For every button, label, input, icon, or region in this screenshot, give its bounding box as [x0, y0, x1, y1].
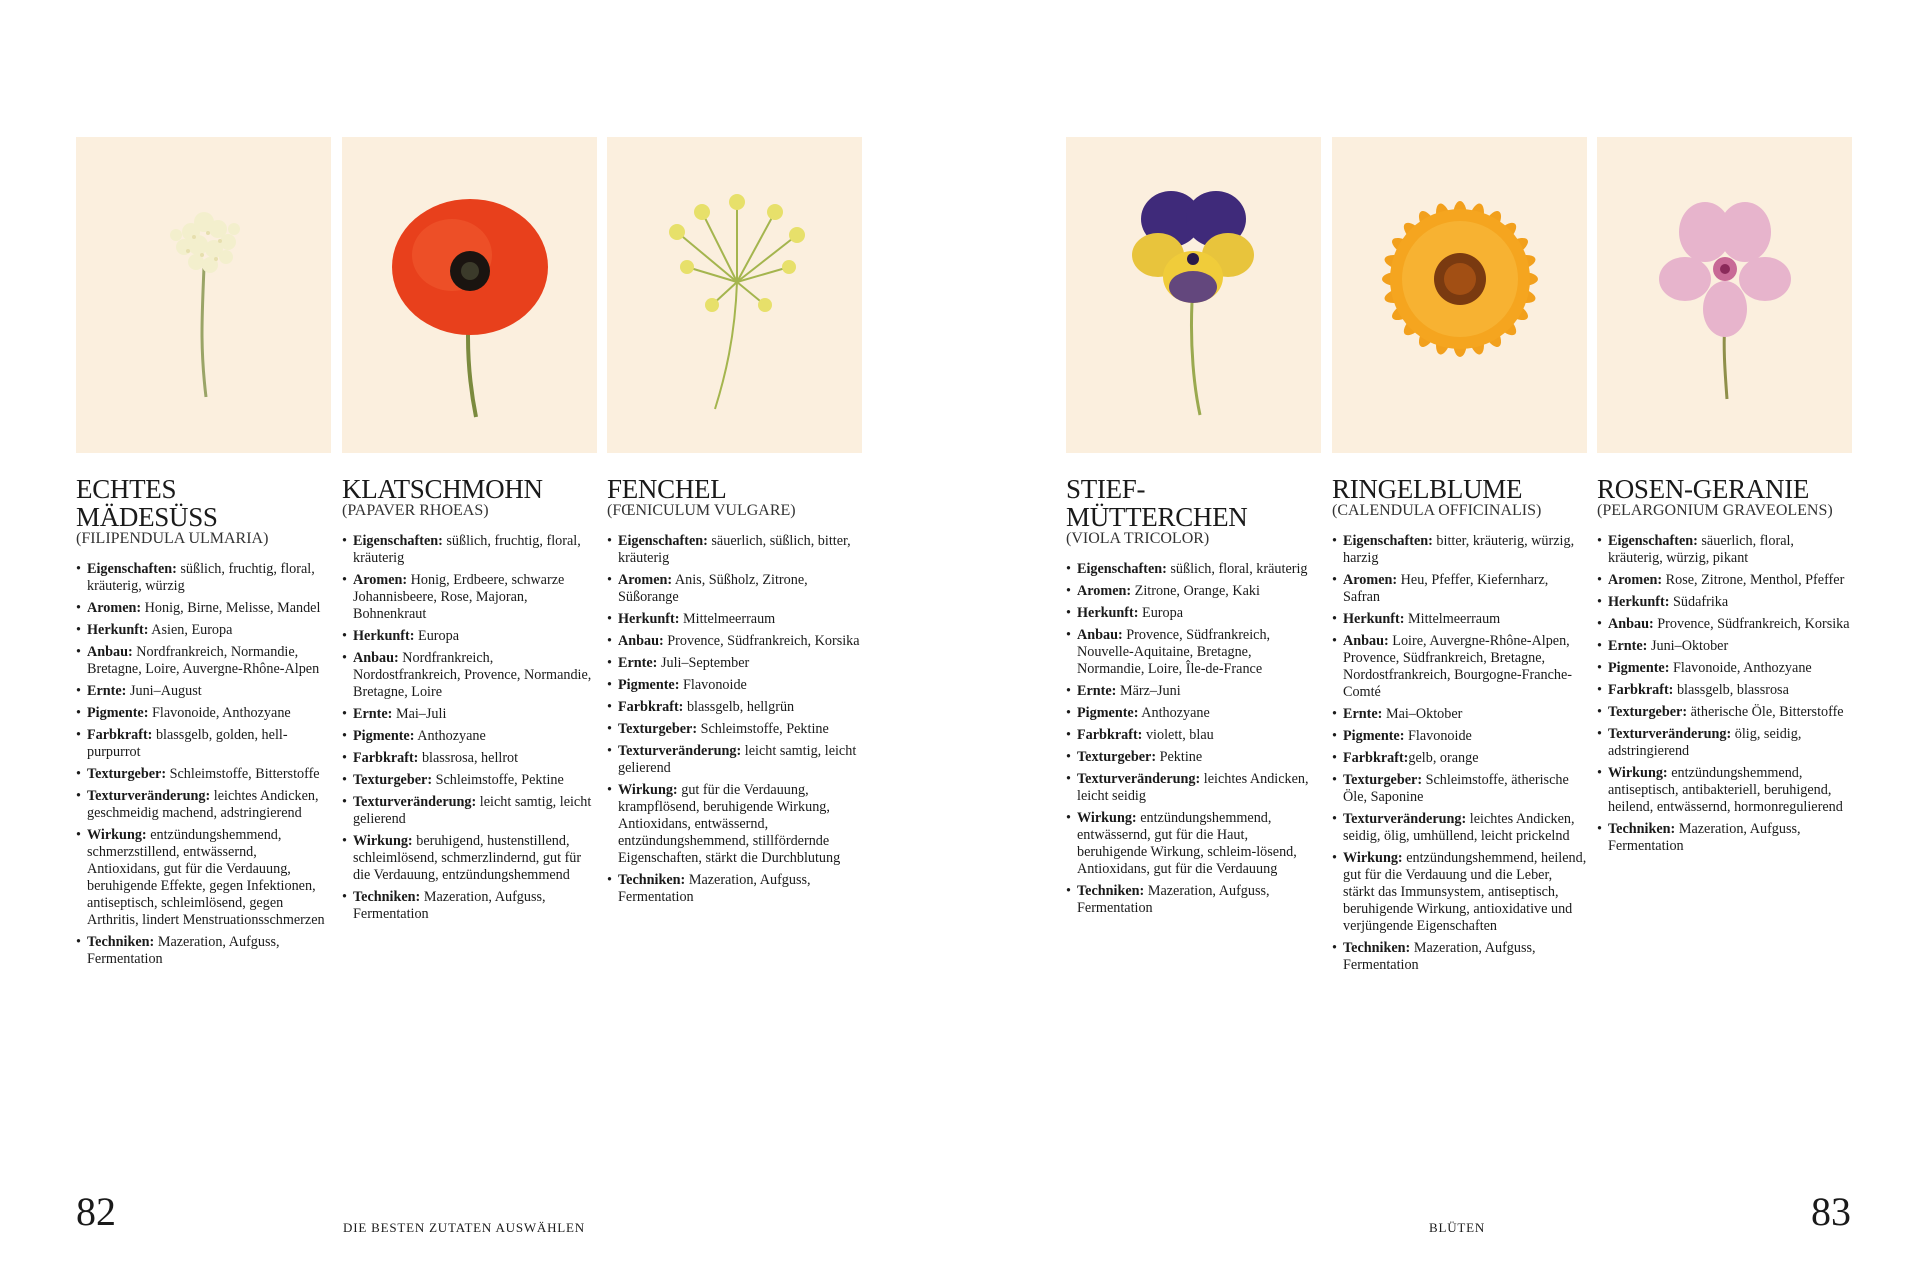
- property-item: [1332, 940, 1587, 974]
- property-key: Techniken:: [1077, 883, 1145, 899]
- property-key: Techniken:: [1608, 821, 1676, 837]
- property-key: Anbau:: [353, 650, 399, 666]
- plant-plate: [607, 137, 862, 453]
- property-value: Mazeration, Aufguss, Fermentation: [1343, 940, 1536, 973]
- property-item: [1332, 750, 1587, 767]
- property-value: süßlich, fruchtig, floral, kräuterig, würzig: [87, 561, 315, 594]
- property-key: Texturveränderung:: [618, 743, 742, 759]
- property-key: Techniken:: [87, 934, 155, 950]
- property-item: [607, 655, 862, 672]
- plant-name: STIEF- MÜTTERCHEN: [1066, 474, 1248, 532]
- plant-latin-name: (VIOLA TRICOLOR): [1066, 530, 1210, 547]
- property-value: Provence, Südfrankreich, Korsika: [663, 633, 860, 649]
- property-item: [607, 699, 862, 716]
- property-key: Farbkraft:: [618, 699, 684, 715]
- property-value: beruhigend, hustenstillend, schleimlösend, schmerzlindernd, gut für die Verdauung, entzündungshemmend: [353, 833, 582, 883]
- fennel-flower-icon: [607, 137, 862, 453]
- property-item: [76, 727, 331, 761]
- plant-plate: [342, 137, 597, 453]
- property-key: Anbau:: [1608, 616, 1654, 632]
- property-value: Flavonoide, Anthozyane: [148, 705, 291, 721]
- property-item: [342, 772, 597, 789]
- poppy-flower-icon: [342, 137, 597, 453]
- running-head-right: BLÜTEN: [1429, 1220, 1486, 1235]
- plant-plate: [1332, 137, 1587, 453]
- property-value: leicht samtig, leicht gelierend: [618, 743, 857, 776]
- property-item: [1332, 850, 1587, 935]
- property-key: Texturveränderung:: [1608, 726, 1732, 742]
- property-item: [1597, 572, 1852, 589]
- property-value: süßlich, floral, kräuterig: [1166, 561, 1308, 577]
- page-number-right: 83: [1811, 1189, 1851, 1234]
- plant-name: KLATSCHMOHN: [342, 474, 543, 504]
- property-item: [1066, 583, 1321, 600]
- property-item: [607, 677, 862, 694]
- property-item: [1597, 533, 1852, 567]
- property-item: [1332, 611, 1587, 628]
- property-key: Pigmente:: [353, 728, 415, 744]
- property-item: [1066, 810, 1321, 878]
- property-key: Herkunft:: [1343, 611, 1405, 627]
- property-key: Aromen:: [1608, 572, 1663, 588]
- property-key: Wirkung:: [1077, 810, 1137, 826]
- property-item: [607, 611, 862, 628]
- property-value: leicht samtig, leicht gelierend: [353, 794, 592, 827]
- property-value: Flavonoide: [1404, 728, 1472, 744]
- property-item: [607, 872, 862, 906]
- property-item: [1066, 749, 1321, 766]
- property-value: Schleimstoffe, ätherische Öle, Saponine: [1343, 772, 1569, 805]
- property-item: [1597, 682, 1852, 699]
- pansy-flower-icon: [1066, 137, 1321, 453]
- property-item: [1597, 704, 1852, 721]
- property-key: Pigmente:: [1343, 728, 1405, 744]
- property-value: Juni–Oktober: [1647, 638, 1729, 654]
- property-item: [1597, 594, 1852, 611]
- property-list: [1597, 533, 1852, 855]
- property-value: Juni–August: [126, 683, 202, 699]
- property-item: [1332, 811, 1587, 845]
- property-key: Farbkraft:: [353, 750, 419, 766]
- property-value: blassgelb, golden, hell-purpurrot: [87, 727, 288, 760]
- property-list: [607, 533, 862, 906]
- property-key: Aromen:: [353, 572, 408, 588]
- property-value: Heu, Pfeffer, Kiefernharz, Safran: [1343, 572, 1549, 605]
- property-key: Farbkraft:: [1077, 727, 1143, 743]
- property-item: [1066, 683, 1321, 700]
- plant-plate: [1597, 137, 1852, 453]
- property-value: Pektine: [1156, 749, 1203, 765]
- property-key: Anbau:: [87, 644, 133, 660]
- property-value: violett, blau: [1142, 727, 1214, 743]
- property-value: März–Juni: [1116, 683, 1181, 699]
- property-item: [1066, 883, 1321, 917]
- property-key: Wirkung:: [618, 782, 678, 798]
- property-value: Anthozyane: [414, 728, 486, 744]
- property-value: Mazeration, Aufguss, Fermentation: [1077, 883, 1270, 916]
- property-item: [1066, 561, 1321, 578]
- property-key: Herkunft:: [1077, 605, 1139, 621]
- property-value: Provence, Südfrankreich, Nouvelle-Aquitaine, Bretagne, Normandie, Loire, Île-de-France: [1077, 627, 1271, 677]
- property-key: Farbkraft:: [1608, 682, 1674, 698]
- plant-plate: [1066, 137, 1321, 453]
- property-item: [1066, 727, 1321, 744]
- rose-geranium-flower-icon: [1597, 137, 1852, 453]
- property-item: [1597, 821, 1852, 855]
- property-item: [342, 728, 597, 745]
- property-key: Texturgeber:: [1343, 772, 1423, 788]
- property-key: Techniken:: [353, 889, 421, 905]
- property-key: Eigenschaften:: [1608, 533, 1698, 549]
- property-value: Anthozyane: [1138, 705, 1210, 721]
- property-item: [1332, 706, 1587, 723]
- property-item: [342, 889, 597, 923]
- property-value: Honig, Erdbeere, schwarze Johannisbeere, Rose, Majoran, Bohnenkraut: [353, 572, 565, 622]
- property-value: Honig, Birne, Melisse, Mandel: [141, 600, 321, 616]
- property-value: gut für die Verdauung, krampflösend, beruhigende Wirkung, Antioxidans, entwässernd, entzündungshemmend, stillfördernde Eigenschaften, stärkt die Durchblutung: [618, 782, 841, 866]
- property-key: Herkunft:: [618, 611, 680, 627]
- property-item: [342, 572, 597, 623]
- property-item: [607, 533, 862, 567]
- property-item: [1066, 705, 1321, 722]
- property-value: säuerlich, floral, kräuterig, würzig, pikant: [1608, 533, 1794, 566]
- property-key: Texturveränderung:: [1343, 811, 1467, 827]
- property-key: Texturgeber:: [353, 772, 433, 788]
- property-value: Südafrika: [1669, 594, 1729, 610]
- running-head-left: DIE BESTEN ZUTATEN AUSWÄHLEN: [343, 1220, 585, 1235]
- property-item: [1066, 605, 1321, 622]
- property-key: Pigmente:: [87, 705, 149, 721]
- plant-name: ROSEN-GERANIE: [1597, 474, 1810, 504]
- property-key: Eigenschaften:: [1077, 561, 1167, 577]
- property-key: Wirkung:: [1343, 850, 1403, 866]
- property-item: [1597, 765, 1852, 816]
- property-value: Mai–Juli: [392, 706, 447, 722]
- property-key: Ernte:: [87, 683, 127, 699]
- property-value: ölig, seidig, adstringierend: [1608, 726, 1802, 759]
- property-value: bitter, kräuterig, würzig, harzig: [1343, 533, 1575, 566]
- property-item: [1332, 772, 1587, 806]
- property-key: Techniken:: [1343, 940, 1411, 956]
- property-value: entzündungshemmend, schmerzstillend, entwässernd, Antioxidans, gut für die Verdauung, beruhigende Effekte, gegen Infektionen, antiseptisch, schleimlösend, gegen Arthritis, lindert Menstruationsschmerzen: [87, 827, 325, 928]
- property-value: Juli–September: [657, 655, 750, 671]
- property-item: [76, 644, 331, 678]
- property-value: Nordfrankreich, Nordostfrankreich, Provence, Normandie, Bretagne, Loire: [353, 650, 592, 700]
- property-value: säuerlich, süßlich, bitter, kräuterig: [618, 533, 851, 566]
- plant-name: RINGELBLUME: [1332, 474, 1523, 504]
- property-key: Eigenschaften:: [353, 533, 443, 549]
- property-key: Texturgeber:: [1077, 749, 1157, 765]
- plant-card-pansy: [1066, 137, 1321, 922]
- property-item: [76, 600, 331, 617]
- property-item: [76, 934, 331, 968]
- property-item: [607, 633, 862, 650]
- property-value: Provence, Südfrankreich, Korsika: [1653, 616, 1850, 632]
- property-value: leichtes Andicken, geschmeidig machend, adstringierend: [87, 788, 319, 821]
- plant-card-fennel: [607, 137, 862, 911]
- property-key: Eigenschaften:: [87, 561, 177, 577]
- plant-latin-name: (PAPAVER RHOEAS): [342, 502, 489, 519]
- page-number-left: 82: [76, 1189, 116, 1234]
- property-key: Herkunft:: [353, 628, 415, 644]
- property-value: Asien, Europa: [148, 622, 233, 638]
- property-value: blassgelb, hellgrün: [683, 699, 795, 715]
- property-value: entzündungshemmend, antiseptisch, antibakteriell, beruhigend, heilend, entwässernd, hormonregulierend: [1608, 765, 1843, 815]
- plant-latin-name: (FILIPENDULA ULMARIA): [76, 530, 269, 547]
- property-key: Anbau:: [1343, 633, 1389, 649]
- plant-latin-name: (FŒNICULUM VULGARE): [607, 502, 796, 519]
- property-key: Pigmente:: [618, 677, 680, 693]
- property-item: [342, 533, 597, 567]
- property-key: Pigmente:: [1077, 705, 1139, 721]
- property-value: Zitrone, Orange, Kaki: [1131, 583, 1260, 599]
- plant-name: ECHTES MÄDESÜSS: [76, 474, 218, 532]
- property-item: [1597, 638, 1852, 655]
- property-value: Europa: [1138, 605, 1184, 621]
- property-item: [342, 706, 597, 723]
- plant-card-marigold: [1332, 137, 1587, 979]
- property-value: Nordfrankreich, Normandie, Bretagne, Loire, Auvergne-Rhône-Alpen: [87, 644, 320, 677]
- plant-name: FENCHEL: [607, 474, 727, 504]
- property-item: [607, 721, 862, 738]
- property-key: Farbkraft:: [87, 727, 153, 743]
- property-key: Techniken:: [618, 872, 686, 888]
- property-item: [342, 794, 597, 828]
- property-key: Farbkraft:: [1343, 750, 1409, 766]
- property-key: Aromen:: [618, 572, 673, 588]
- property-value: ätherische Öle, Bitterstoffe: [1687, 704, 1844, 720]
- property-key: Eigenschaften:: [1343, 533, 1433, 549]
- property-key: Anbau:: [1077, 627, 1123, 643]
- property-value: blassrosa, hellrot: [418, 750, 519, 766]
- property-key: Herkunft:: [87, 622, 149, 638]
- property-item: [342, 650, 597, 701]
- property-key: Eigenschaften:: [618, 533, 708, 549]
- property-item: [76, 827, 331, 929]
- property-key: Texturgeber:: [1608, 704, 1688, 720]
- property-key: Wirkung:: [353, 833, 413, 849]
- property-value: Mazeration, Aufguss, Fermentation: [87, 934, 280, 967]
- property-value: Europa: [414, 628, 460, 644]
- property-value: Schleimstoffe, Pektine: [697, 721, 829, 737]
- meadowsweet-flower-icon: [76, 137, 331, 453]
- property-key: Aromen:: [1343, 572, 1398, 588]
- property-value: Mazeration, Aufguss, Fermentation: [618, 872, 811, 905]
- property-item: [607, 572, 862, 606]
- property-value: Schleimstoffe, Pektine: [432, 772, 564, 788]
- property-value: Rose, Zitrone, Menthol, Pfeffer: [1662, 572, 1845, 588]
- property-value: Schleimstoffe, Bitterstoffe: [166, 766, 320, 782]
- property-key: Ernte:: [353, 706, 393, 722]
- property-value: entzündungshemmend, entwässernd, gut für die Haut, beruhigende Wirkung, schleim-lösend, Antioxidans, gut für die Verdauung: [1077, 810, 1297, 877]
- property-item: [1597, 660, 1852, 677]
- property-value: gelb, orange: [1408, 750, 1479, 766]
- property-value: Mai–Oktober: [1382, 706, 1463, 722]
- property-key: Anbau:: [618, 633, 664, 649]
- property-list: [342, 533, 597, 923]
- plant-card-meadowsweet: [76, 137, 331, 973]
- property-item: [1597, 726, 1852, 760]
- property-value: süßlich, fruchtig, floral, kräuterig: [353, 533, 581, 566]
- property-value: Mittelmeerraum: [679, 611, 776, 627]
- property-key: Ernte:: [1608, 638, 1648, 654]
- property-key: Ernte:: [1343, 706, 1383, 722]
- property-item: [76, 705, 331, 722]
- property-item: [76, 766, 331, 783]
- property-key: Wirkung:: [87, 827, 147, 843]
- property-key: Texturveränderung:: [353, 794, 477, 810]
- property-key: Aromen:: [87, 600, 142, 616]
- property-item: [342, 628, 597, 645]
- property-key: Wirkung:: [1608, 765, 1668, 781]
- property-value: entzündungshemmend, heilend, gut für die Verdauung und die Leber, stärkt das Immunsystem, antiseptisch, beruhigende Wirkung, antioxidative und verjüngende Eigenschaften: [1343, 850, 1587, 934]
- property-value: leichtes Andicken, leicht seidig: [1077, 771, 1309, 804]
- property-item: [76, 683, 331, 700]
- property-list: [1332, 533, 1587, 974]
- property-key: Aromen:: [1077, 583, 1132, 599]
- property-list: [76, 561, 331, 968]
- property-key: Pigmente:: [1608, 660, 1670, 676]
- property-item: [1332, 533, 1587, 567]
- property-item: [76, 788, 331, 822]
- property-value: blassgelb, blassrosa: [1673, 682, 1789, 698]
- property-key: Ernte:: [618, 655, 658, 671]
- property-key: Texturgeber:: [618, 721, 698, 737]
- plant-card-poppy: [342, 137, 597, 928]
- property-value: Loire, Auvergne-Rhône-Alpen, Provence, Südfrankreich, Bretagne, Nordostfrankreich, Bourgogne-Franche-Comté: [1343, 633, 1573, 700]
- property-key: Texturveränderung:: [87, 788, 211, 804]
- property-value: Mazeration, Aufguss, Fermentation: [1608, 821, 1801, 854]
- property-item: [1332, 633, 1587, 701]
- property-value: Flavonoide: [679, 677, 747, 693]
- property-item: [1597, 616, 1852, 633]
- plant-plate: [76, 137, 331, 453]
- property-list: [1066, 561, 1321, 917]
- property-item: [76, 622, 331, 639]
- property-value: Mazeration, Aufguss, Fermentation: [353, 889, 546, 922]
- property-item: [342, 750, 597, 767]
- property-item: [1332, 728, 1587, 745]
- plant-latin-name: (CALENDULA OFFICINALIS): [1332, 502, 1542, 519]
- property-value: Mittelmeerraum: [1404, 611, 1501, 627]
- plant-latin-name: (PELARGONIUM GRAVEOLENS): [1597, 502, 1833, 519]
- property-item: [1332, 572, 1587, 606]
- property-item: [76, 561, 331, 595]
- property-item: [607, 743, 862, 777]
- marigold-flower-icon: [1332, 137, 1587, 453]
- property-item: [342, 833, 597, 884]
- property-key: Texturgeber:: [87, 766, 167, 782]
- property-item: [1066, 627, 1321, 678]
- property-value: Anis, Süßholz, Zitrone, Süßorange: [618, 572, 808, 605]
- property-key: Herkunft:: [1608, 594, 1670, 610]
- property-value: leichtes Andicken, seidig, ölig, umhüllend, leicht prickelnd: [1343, 811, 1575, 844]
- property-item: [1066, 771, 1321, 805]
- property-item: [607, 782, 862, 867]
- property-key: Ernte:: [1077, 683, 1117, 699]
- plant-card-rose-geranium: [1597, 137, 1852, 860]
- property-value: Flavonoide, Anthozyane: [1669, 660, 1812, 676]
- property-key: Texturveränderung:: [1077, 771, 1201, 787]
